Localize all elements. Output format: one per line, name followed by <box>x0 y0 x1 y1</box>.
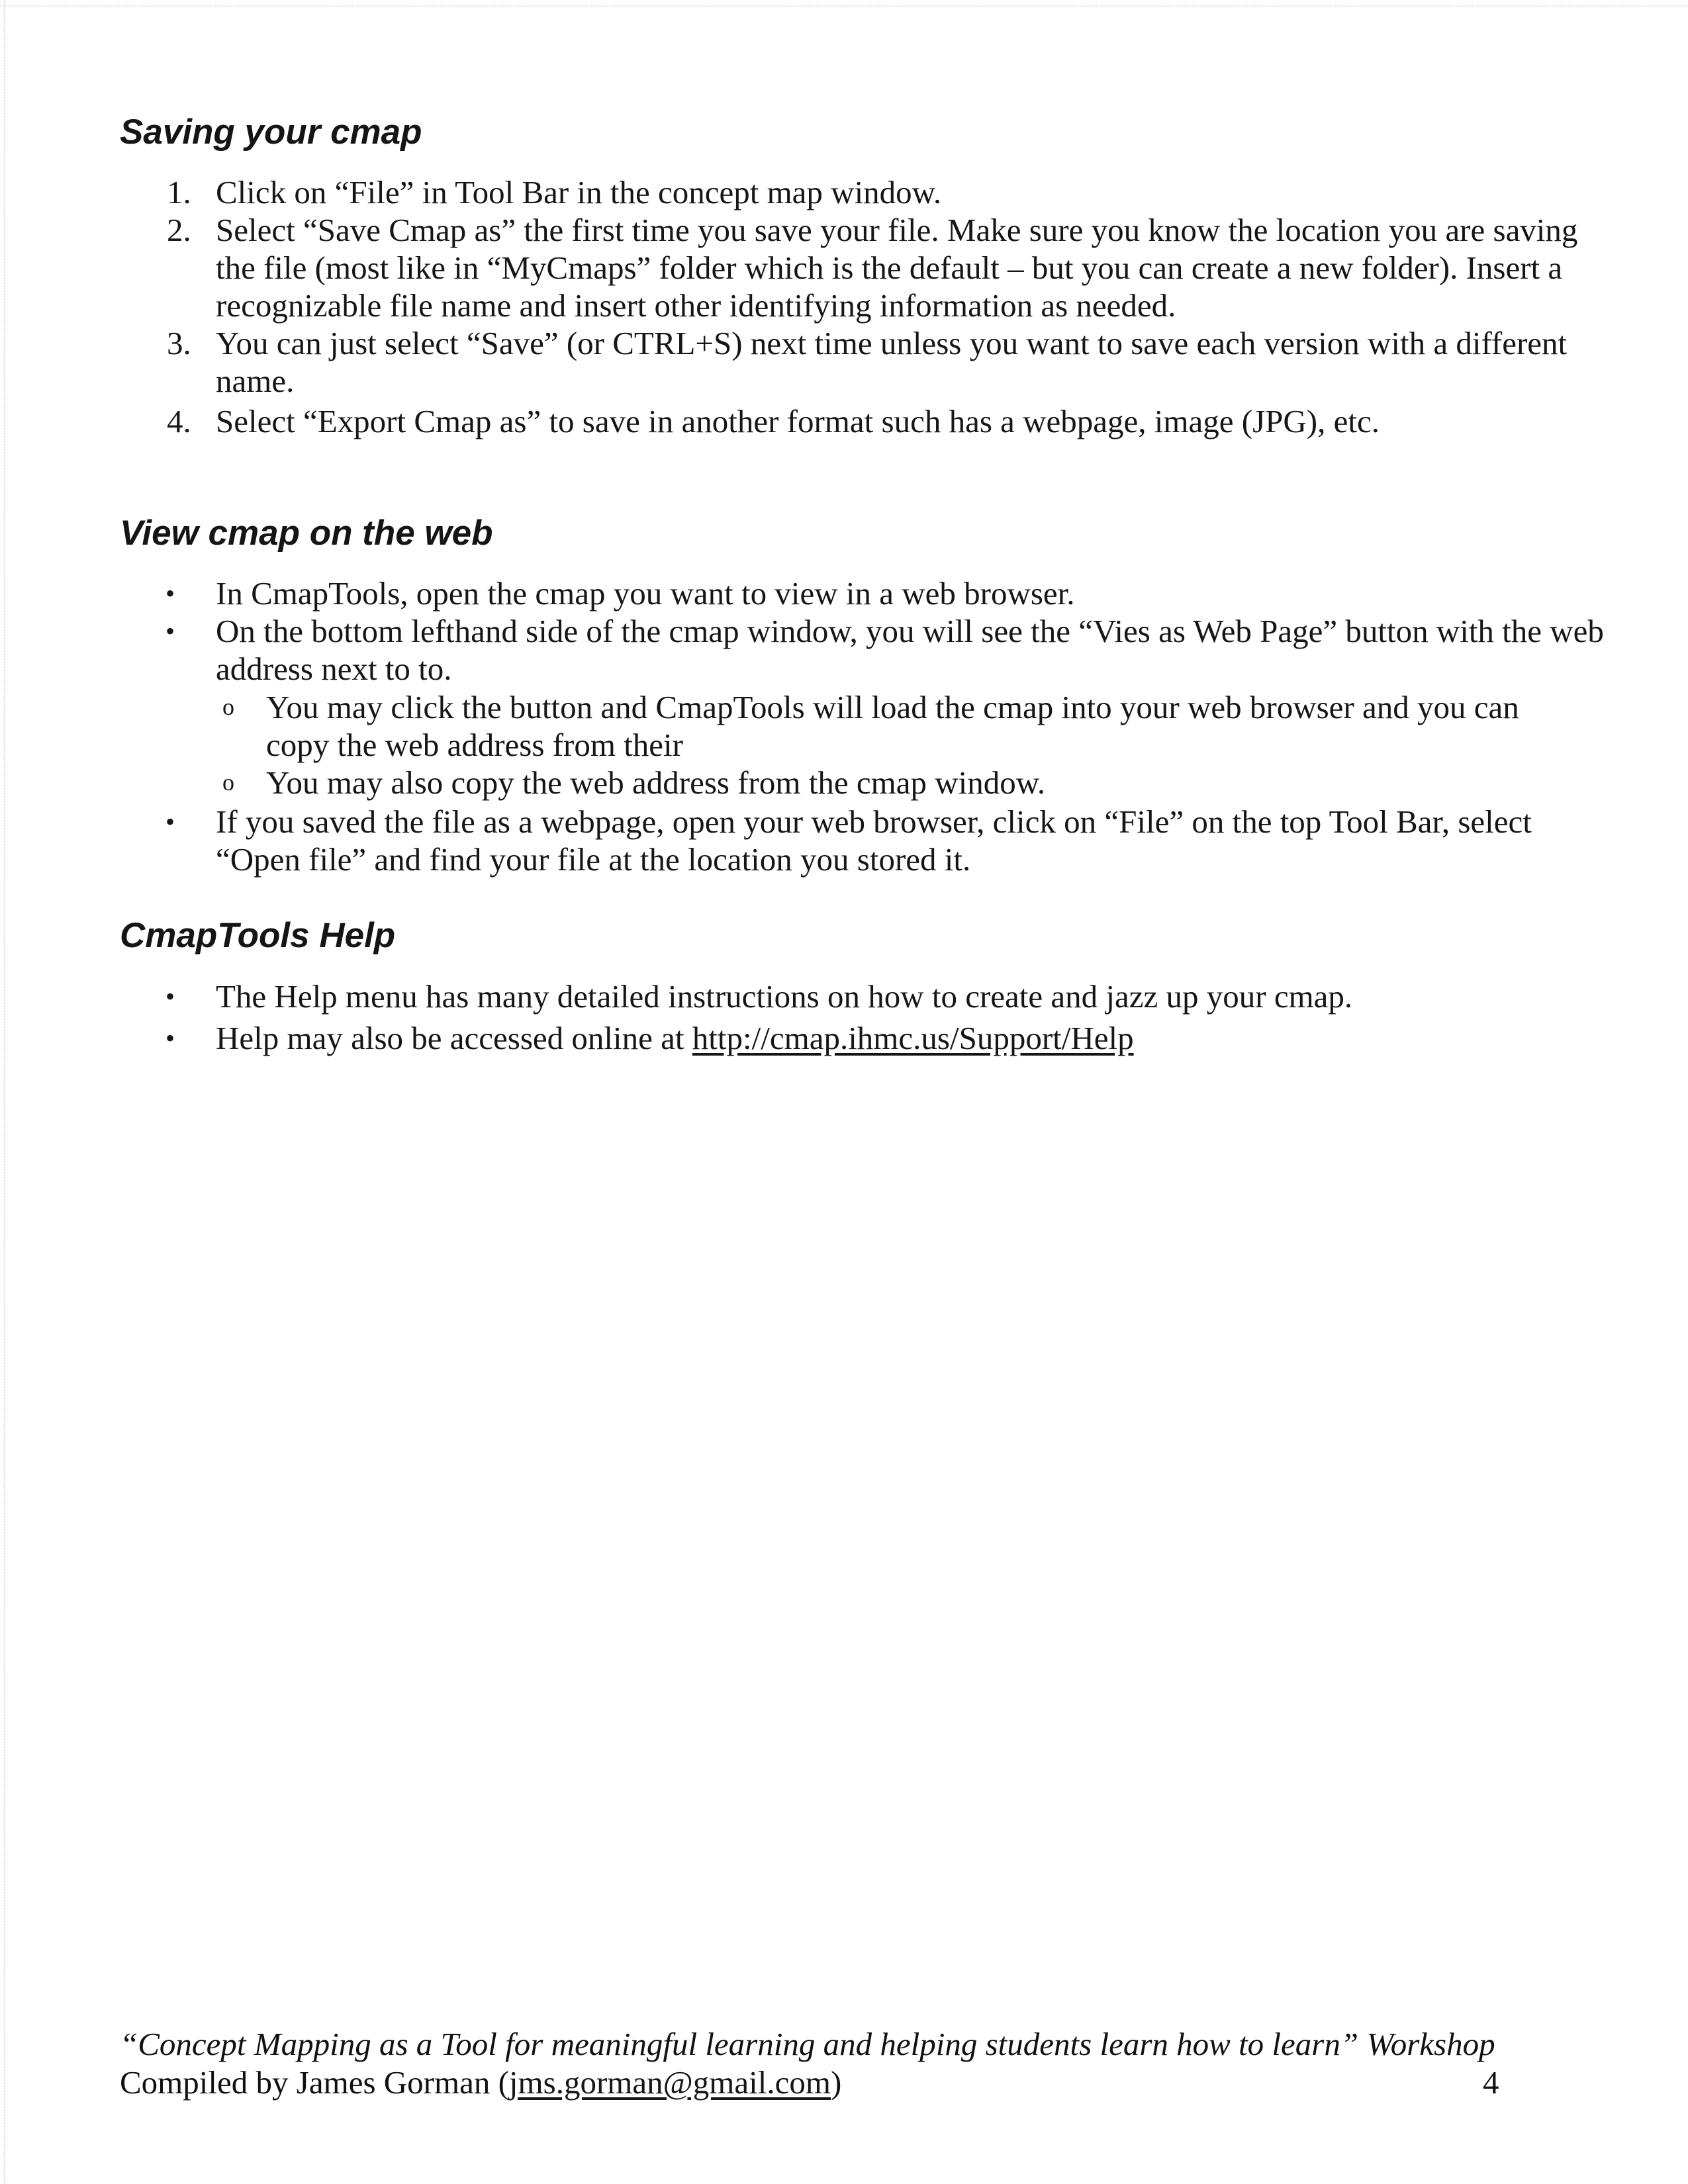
footer-email-link[interactable]: jms.gorman@gmail.com <box>508 2064 831 2101</box>
list-item-text: In CmapTools, open the cmap you want to view in a web browser. <box>216 575 1075 612</box>
list-item-text: Select “Save Cmap as” the first time you save your file. Make sure you know the location you are saving the file (most like in “MyCmaps” folder which is the default – but you can create a new folder). Insert a recognizable file name and insert other identifying information as needed. <box>216 212 1578 324</box>
list-item-text: Click on “File” in Tool Bar in the concept map window. <box>216 174 942 210</box>
bullet-icon: • <box>165 807 175 837</box>
help-url-link[interactable]: http://cmap.ihmc.us/Support/Help <box>692 1020 1134 1056</box>
sub-list-item-text: You may also copy the web address from the cmap window. <box>266 764 1046 801</box>
heading-cmaptools-help: CmapTools Help <box>120 916 396 955</box>
scan-top-artifact <box>0 0 1688 7</box>
list-number: 1. <box>167 174 191 210</box>
bullet-icon: • <box>165 1023 175 1053</box>
scan-edge-artifact <box>0 0 5 2184</box>
bullet-icon: • <box>165 578 175 608</box>
footer-compiled-prefix: Compiled by James Gorman ( <box>120 2064 509 2101</box>
heading-view-cmap-on-web: View cmap on the web <box>120 514 493 553</box>
bullet-icon: • <box>165 616 175 646</box>
footer-title-quoted: “Concept Mapping as a Tool for meaningful learning and helping students learn how to learn” <box>120 2026 1359 2062</box>
list-item <box>165 978 1619 1015</box>
sub-list-item <box>222 764 1564 801</box>
footer-compiled-by <box>120 2064 1503 2101</box>
list-item-text: Help may also be accessed online at <box>216 1020 692 1056</box>
list-number: 2. <box>167 212 191 248</box>
circle-bullet-icon: o <box>222 769 234 796</box>
list-number: 3. <box>167 325 191 361</box>
list-item <box>167 402 1619 440</box>
list-item-text: You can just select “Save” (or CTRL+S) next time unless you want to save each version with a different name. <box>216 325 1568 399</box>
list-item-text: If you saved the file as a webpage, open your web browser, click on “File” on the top Tool Bar, select “Open file” and find your file at the location you stored it. <box>216 803 1532 878</box>
footer-title-suffix: Workshop <box>1358 2026 1495 2062</box>
list-item-text: The Help menu has many detailed instructions on how to create and jazz up your cmap. <box>216 978 1353 1015</box>
list-item <box>165 803 1619 878</box>
page-number: 4 <box>1483 2064 1499 2101</box>
list-number: 4. <box>167 403 191 439</box>
heading-saving-your-cmap: Saving your cmap <box>120 113 422 152</box>
footer-compiled-suffix: ) <box>830 2064 842 2101</box>
sub-list-item <box>222 688 1564 764</box>
list-item-text: On the bottom lefthand side of the cmap window, you will see the “Vies as Web Page” button with the web address next to to. <box>216 613 1604 687</box>
footer-workshop-title <box>120 2025 1523 2063</box>
list-item <box>165 574 1619 612</box>
list-item-text: Select “Export Cmap as” to save in another format such has a webpage, image (JPG), etc. <box>216 403 1380 439</box>
list-item <box>165 612 1619 688</box>
list-item <box>167 173 1619 211</box>
list-item <box>165 1019 1619 1057</box>
circle-bullet-icon: o <box>222 694 234 720</box>
list-item <box>167 324 1619 400</box>
list-item <box>167 211 1619 324</box>
sub-list-item-text: You may click the button and CmapTools will load the cmap into your web browser and you can copy the web address from their <box>266 689 1519 763</box>
bullet-icon: • <box>165 981 175 1011</box>
